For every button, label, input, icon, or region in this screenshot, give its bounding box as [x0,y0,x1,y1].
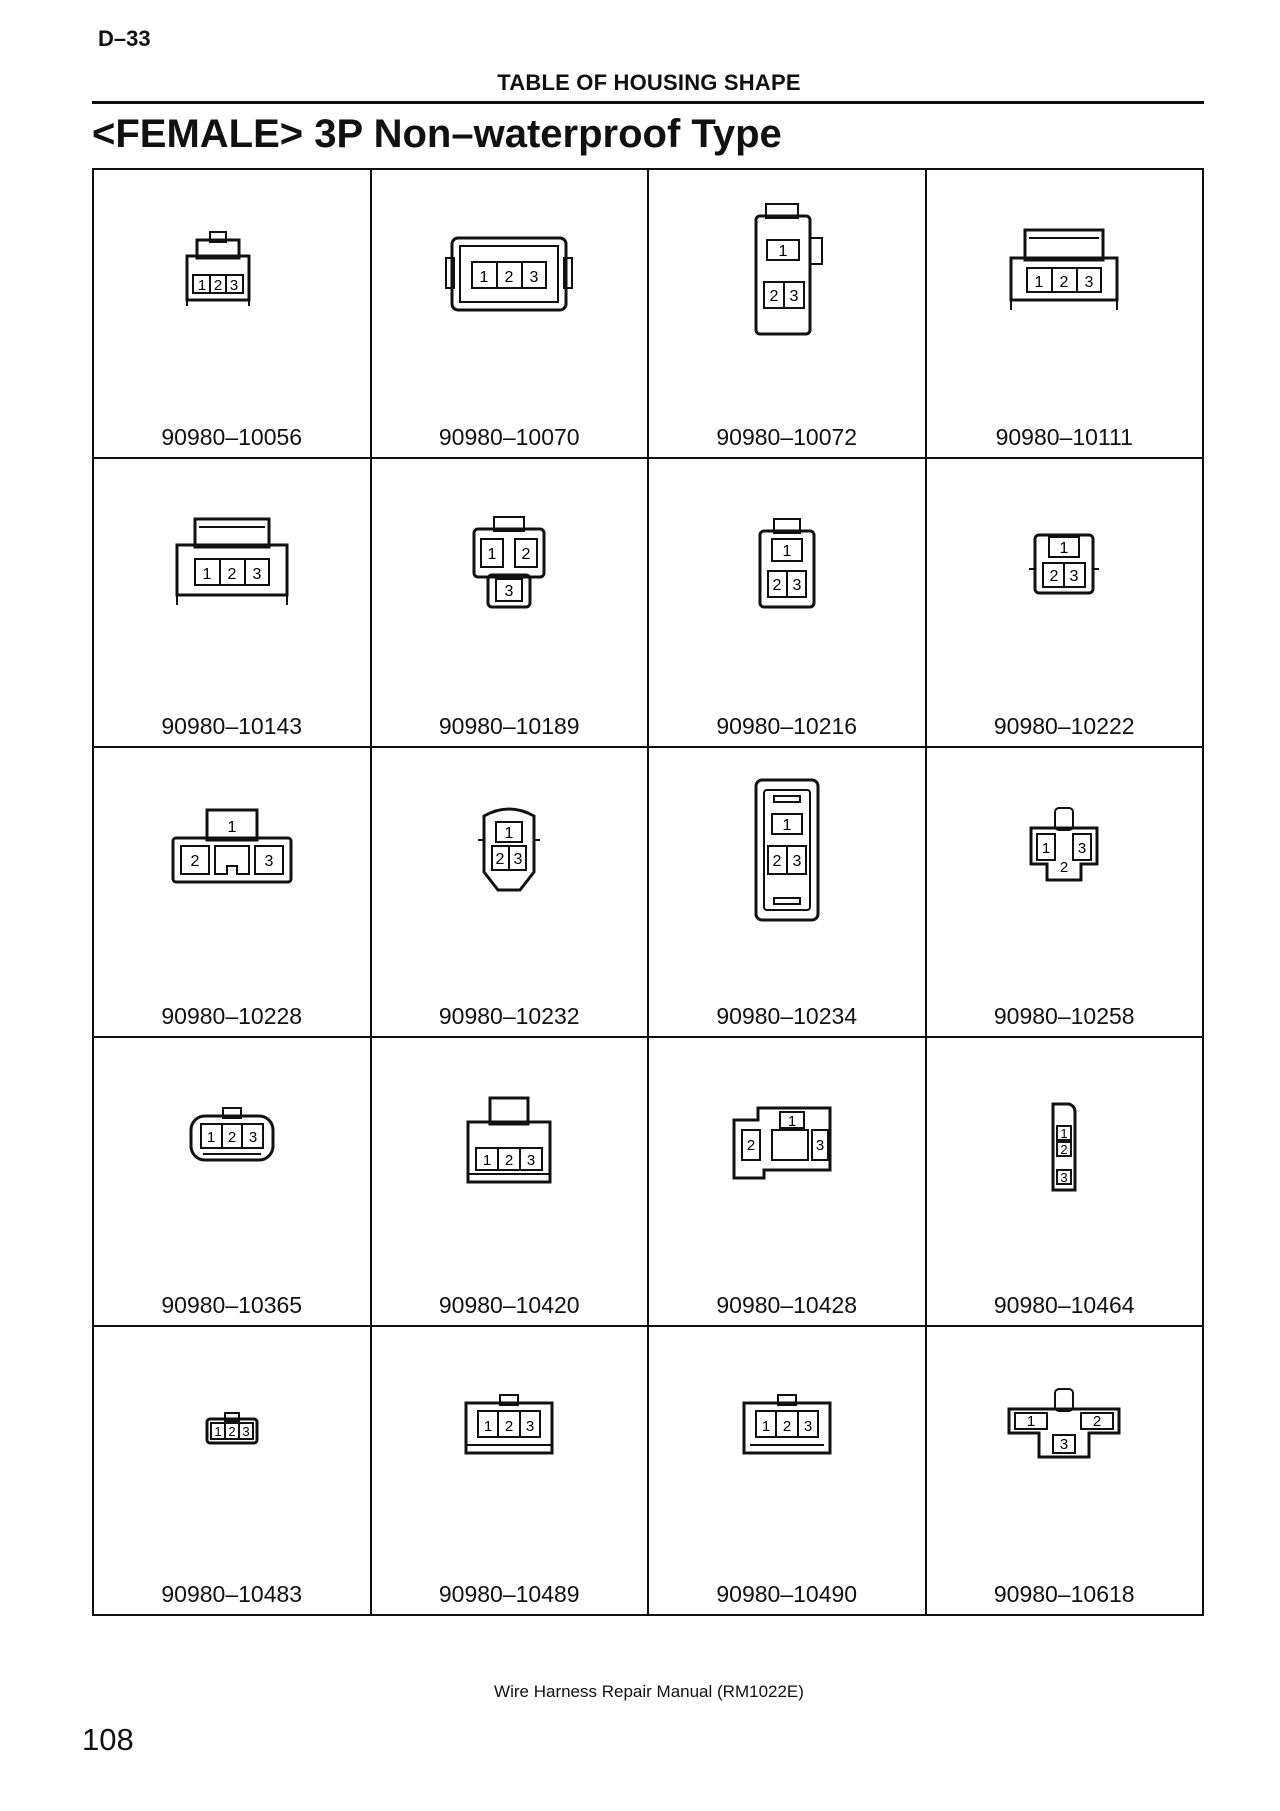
connector-housing-diagram [999,198,1129,348]
part-number-label: 90980–10618 [993,1581,1135,1607]
pin-number-label: 1 [202,566,212,584]
part-number-label: 90980–10365 [161,1291,303,1318]
connector-housing-diagram [167,1066,297,1216]
pin-number-label: 3 [529,269,539,286]
part-number-label: 90980–10070 [438,424,580,451]
pin-number-label: 1 [197,277,206,294]
pin-number-label: 1 [484,1417,493,1435]
pin-number-label: 3 [264,853,274,871]
connector-housing-diagram [167,198,297,348]
connector-cell [649,1327,927,1616]
pin-number-label: 2 [505,1151,514,1169]
connector-cell [649,748,927,1037]
page-code: D–33 [98,26,151,51]
connector-housing-diagram [167,776,297,926]
connector-cell [649,1038,927,1327]
connector-housing-diagram [444,198,574,348]
connector-cell [927,1327,1205,1616]
pin-number-label: 2 [521,546,531,564]
pin-number-label: 2 [1060,859,1069,877]
pin-number-label: 1 [787,1112,796,1130]
connector-cell [649,459,927,748]
connector-housing-diagram [722,776,852,926]
connector-cell [649,170,927,459]
part-number-label: 90980–10111 [995,424,1133,451]
connector-cell [927,748,1205,1037]
pin-number-label: 3 [815,1136,824,1154]
part-number-label: 90980–10464 [993,1291,1135,1318]
connector-housing-diagram [999,1355,1129,1505]
part-number-label: 90980–10228 [161,1002,303,1029]
connector-housing-diagram [722,198,852,348]
page-title: <FEMALE> 3P Non–waterproof Type [92,112,782,156]
part-number-label: 90980–10428 [716,1291,858,1318]
pin-number-label: 3 [789,288,799,305]
pin-number-label: 1 [206,1128,215,1146]
connector-housing-diagram [167,1355,297,1505]
connector-cell [94,1327,372,1616]
connector-cell [372,1038,650,1327]
pin-number-label: 2 [782,1417,791,1435]
part-number-label: 90980–10056 [161,424,303,451]
pin-number-label: 2 [1059,274,1069,291]
pin-number-label: 2 [772,577,782,595]
pin-number-label: 3 [513,851,523,869]
connector-cell [94,170,372,459]
connector-housing-diagram [444,487,574,637]
part-number-label: 90980–10143 [161,713,303,740]
part-number-label: 90980–10490 [716,1581,858,1607]
pin-number-label: 1 [504,825,514,843]
part-number-label: 90980–10420 [438,1291,580,1318]
pin-number-label: 3 [1060,1169,1068,1185]
pin-number-label: 2 [1093,1412,1102,1430]
part-number-label: 90980–10222 [993,713,1135,740]
pin-number-label: 3 [527,1151,536,1169]
connector-housing-diagram [167,487,297,637]
connector-cell [372,170,650,459]
pin-number-label: 1 [778,243,788,260]
pin-number-label: 2 [495,851,505,869]
connector-housing-diagram [444,776,574,926]
pin-number-label: 2 [190,853,200,871]
pin-number-label: 1 [487,546,497,564]
connector-cell [372,459,650,748]
connector-housing-diagram [444,1355,574,1505]
pin-number-label: 1 [1060,1125,1068,1141]
pin-number-label: 3 [504,583,514,601]
connector-cell [372,748,650,1037]
pin-number-label: 1 [782,817,792,835]
header-rule [92,101,1204,104]
housing-shape-table [92,168,1204,1616]
connector-cell [94,748,372,1037]
pin-number-label: 2 [227,566,237,584]
pin-number-label: 3 [792,577,802,595]
pin-number-label: 2 [213,277,222,294]
pin-number-label: 1 [782,543,792,561]
pin-number-label: 2 [228,1423,236,1439]
pin-number-label: 3 [252,566,262,584]
pin-number-label: 3 [526,1417,535,1435]
pin-number-label: 3 [229,277,238,294]
pin-number-label: 1 [1027,1412,1036,1430]
pin-number-label: 3 [248,1128,257,1146]
pin-number-label: 1 [479,269,489,286]
connector-cell [372,1327,650,1616]
pin-number-label: 2 [504,269,514,286]
pin-number-label: 1 [1034,274,1044,291]
pin-number-label: 1 [214,1423,222,1439]
part-number-label: 90980–10216 [716,713,858,740]
pin-number-label: 2 [769,288,779,305]
connector-cell [927,170,1205,459]
pin-number-label: 1 [483,1151,492,1169]
connector-housing-diagram [722,487,852,637]
connector-housing-diagram [722,1066,852,1216]
part-number-label: 90980–10489 [438,1581,580,1607]
part-number-label: 90980–10189 [438,713,580,740]
section-title: TABLE OF HOUSING SHAPE [497,70,801,95]
connector-cell [94,459,372,748]
pin-number-label: 1 [1059,540,1069,558]
pin-number-label: 3 [803,1417,812,1435]
pin-number-label: 2 [746,1136,755,1154]
pin-number-label: 1 [1042,840,1051,858]
connector-cell [927,1038,1205,1327]
pin-number-label: 3 [792,853,802,871]
pin-number-label: 3 [1078,840,1087,858]
pin-number-label: 3 [1069,568,1079,586]
pin-number-label: 1 [761,1417,770,1435]
connector-housing-diagram [999,776,1129,926]
part-number-label: 90980–10258 [993,1002,1135,1029]
pin-number-label: 2 [1049,568,1059,586]
pin-number-label: 3 [1060,1435,1069,1453]
pin-number-label: 2 [1060,1141,1068,1157]
connector-housing-diagram [999,487,1129,637]
page-number: 108 [82,1722,134,1757]
connector-cell [927,459,1205,748]
connector-housing-diagram [999,1066,1129,1216]
pin-number-label: 3 [242,1423,250,1439]
part-number-label: 90980–10232 [438,1002,580,1029]
connector-housing-diagram [444,1066,574,1216]
part-number-label: 90980–10072 [716,424,858,451]
part-number-label: 90980–10483 [161,1581,303,1607]
manual-title: Wire Harness Repair Manual (RM1022E) [494,1682,804,1701]
pin-number-label: 2 [505,1417,514,1435]
connector-cell [94,1038,372,1327]
part-number-label: 90980–10234 [716,1002,858,1029]
pin-number-label: 2 [227,1128,236,1146]
pin-number-label: 2 [772,853,782,871]
pin-number-label: 3 [1084,274,1094,291]
connector-housing-diagram [722,1355,852,1505]
pin-number-label: 1 [227,819,237,837]
